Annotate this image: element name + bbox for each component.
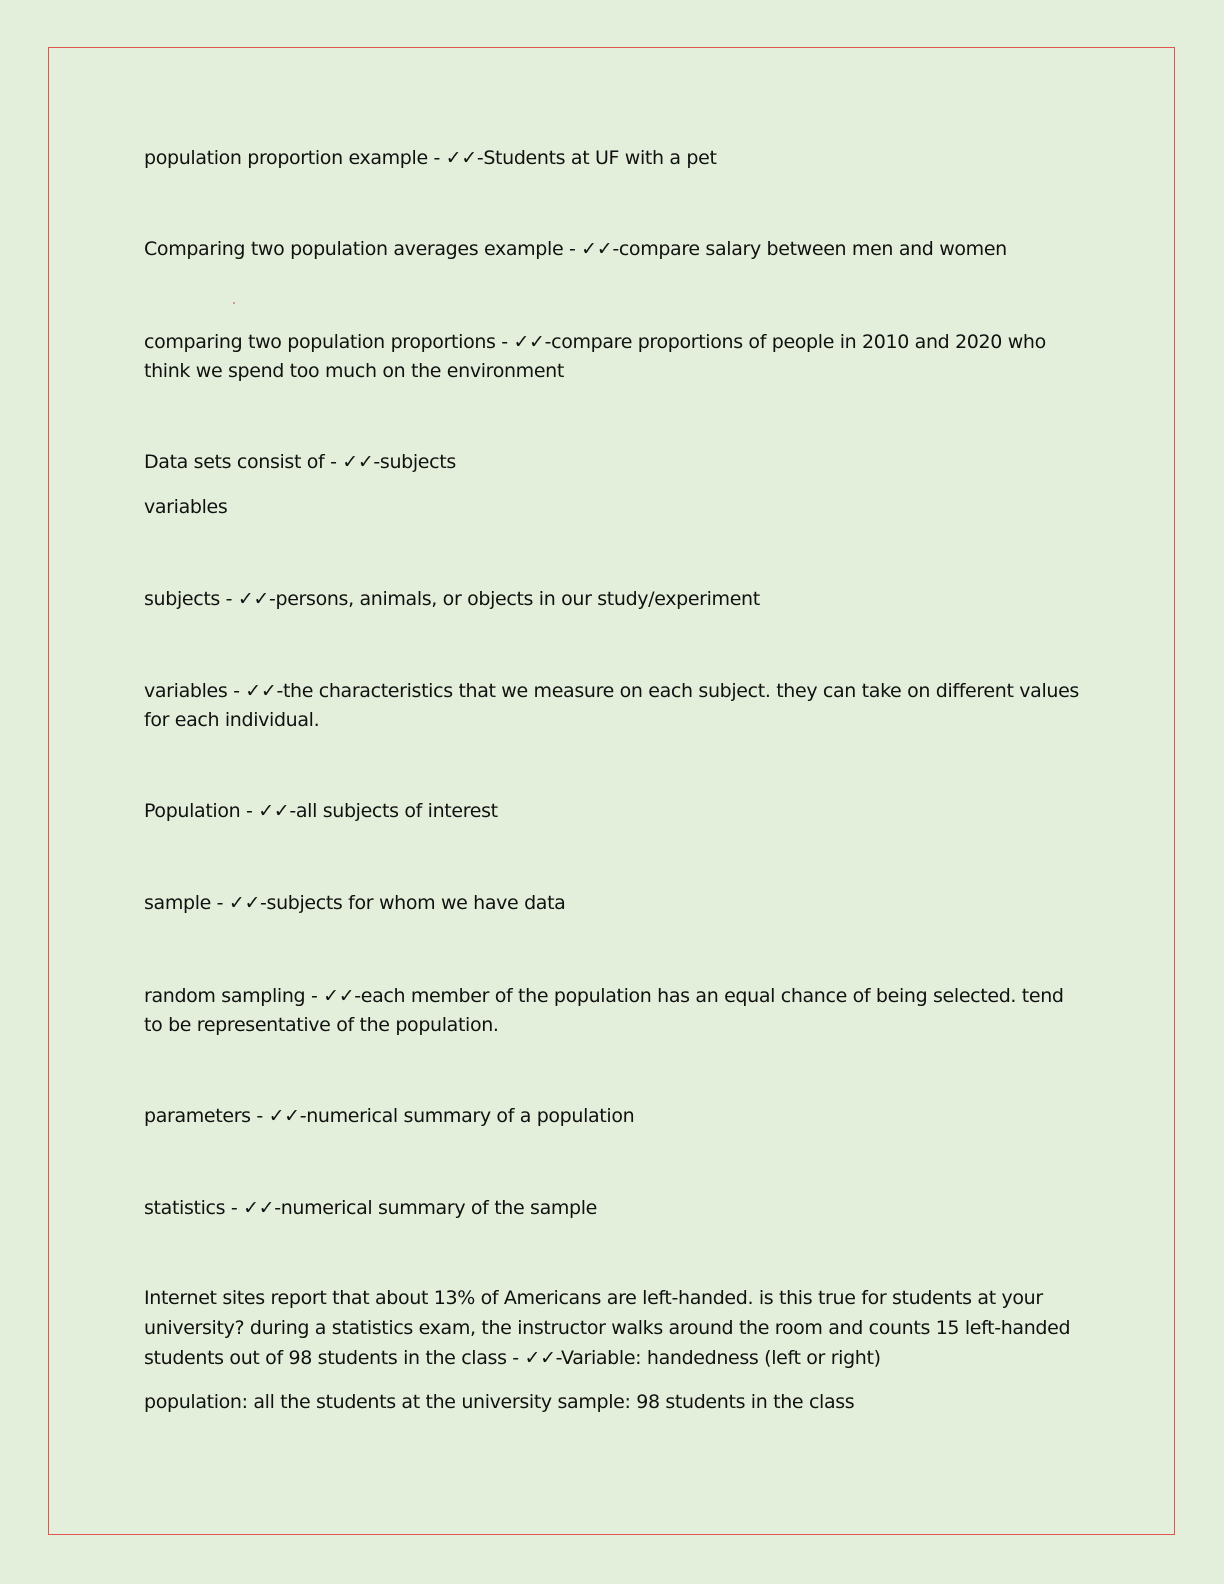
flashcard-comparing-averages <box>144 235 1084 264</box>
term: random sampling - <box>144 985 324 1007</box>
flashcard-parameters <box>144 1102 1084 1131</box>
definition: -Variable: handedness (left or right) <box>555 1347 881 1369</box>
continuation-line <box>144 1388 1084 1417</box>
definition: -numerical summary of a population <box>299 1105 635 1127</box>
text: variables <box>144 496 228 518</box>
check-icon: ✓✓ <box>342 451 374 473</box>
check-icon: ✓✓ <box>268 1105 300 1127</box>
definition: -Students at UF with a pet <box>476 147 717 169</box>
flashcard-random-sampling <box>144 982 1084 1040</box>
definition: -compare proportions of people in 2010 and 2020 who think we spend too much on the environment <box>144 331 1046 382</box>
flashcard-statistics <box>144 1194 1084 1223</box>
check-icon: ✓✓ <box>237 588 269 610</box>
definition: -the characteristics that we measure on each subject. they can take on different values for each individual. <box>144 680 1079 731</box>
term: parameters - <box>144 1105 269 1127</box>
flashcard-population-proportion <box>144 144 1084 173</box>
term: population proportion example - <box>144 147 446 169</box>
definition: -subjects <box>373 451 456 473</box>
flashcard-comparing-proportions <box>144 328 1084 386</box>
flashcard-left-handed-example <box>144 1283 1084 1373</box>
flashcard-population <box>144 797 1084 826</box>
text: population: all the students at the university sample: 98 students in the class <box>144 1391 855 1413</box>
flashcard-sample <box>144 889 1084 918</box>
flashcard-variables <box>144 677 1084 735</box>
check-icon: ✓✓ <box>513 331 545 353</box>
term: Internet sites report that about 13% of Americans are left-handed. is this true for students at your university? during a statistics exam, the instructor walks around the room and counts 15 left-handed students out of 98 students in the class - <box>144 1287 1071 1369</box>
definition: -each member of the population has an equal chance of being selected. tend to be representative of the population. <box>144 985 1064 1036</box>
term: Data sets consist of - <box>144 451 343 473</box>
check-icon: ✓✓ <box>445 147 477 169</box>
check-icon: ✓✓ <box>228 892 261 914</box>
flashcard-subjects <box>144 585 1084 614</box>
definition: -persons, animals, or objects in our study/experiment <box>269 588 760 610</box>
term: Comparing two population averages example - <box>144 238 582 260</box>
term: statistics - <box>144 1197 244 1219</box>
term: comparing two population proportions - <box>144 331 514 353</box>
term: variables - <box>144 680 246 702</box>
check-icon: ✓✓ <box>323 985 355 1007</box>
term: subjects - <box>144 588 238 610</box>
term: sample - <box>144 892 229 914</box>
check-icon: ✓✓ <box>524 1347 556 1369</box>
check-icon: ✓✓ <box>258 800 290 822</box>
term: Population - <box>144 800 259 822</box>
definition: -numerical summary of the sample <box>274 1197 598 1219</box>
definition: -all subjects of interest <box>289 800 498 822</box>
definition: -subjects for whom we have data <box>260 892 566 914</box>
stray-mark <box>233 302 235 304</box>
check-icon: ✓✓ <box>581 238 613 260</box>
check-icon: ✓✓ <box>245 680 277 702</box>
continuation-line <box>144 493 1084 522</box>
flashcard-data-sets <box>144 448 1084 477</box>
check-icon: ✓✓ <box>243 1197 275 1219</box>
definition: -compare salary between men and women <box>612 238 1007 260</box>
